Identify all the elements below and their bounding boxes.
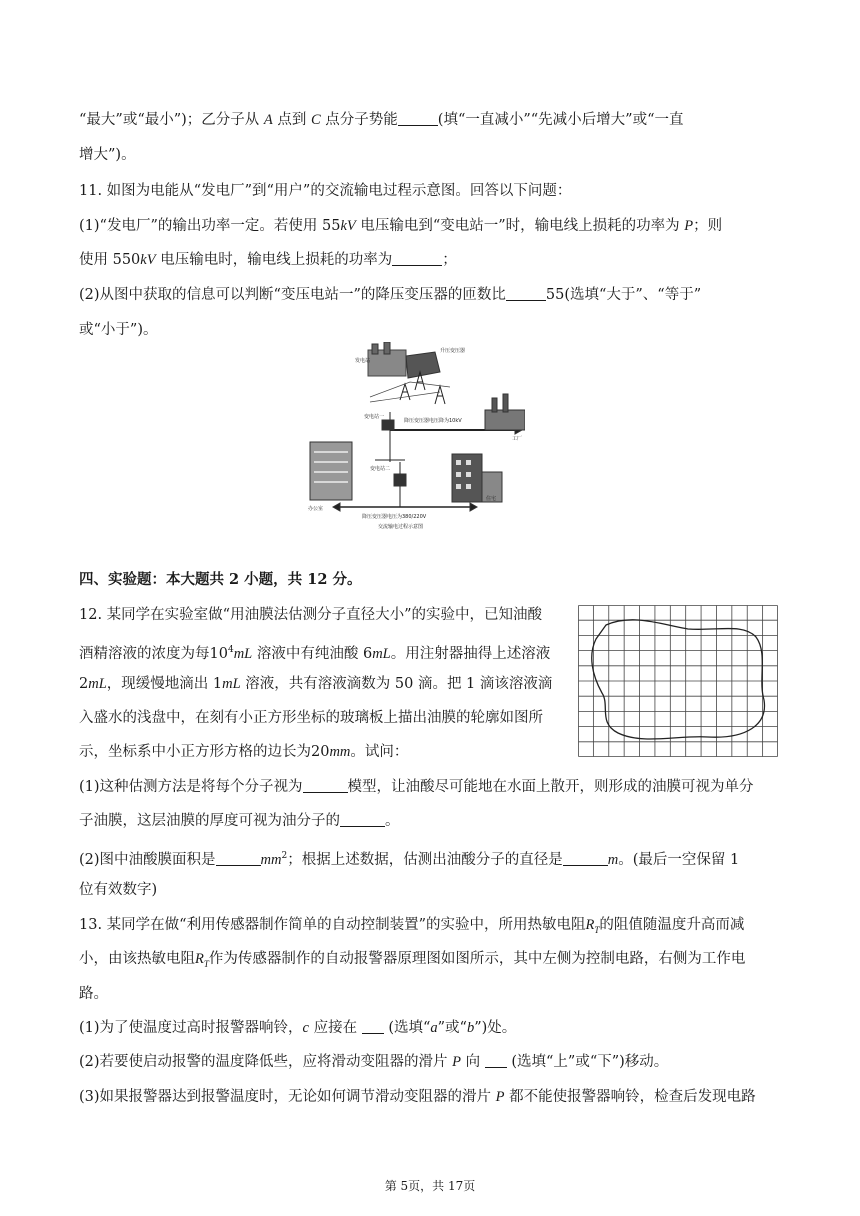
text-line: 子油膜，这层油膜的厚度可视为油分子的 。 <box>79 813 400 829</box>
answer-blank[interactable] <box>362 1019 384 1034</box>
text-line: 酒精溶液的浓度为每$10^4mL$ 溶液中有纯油酸 6mL。用注射器抽得上述溶液 <box>79 645 551 662</box>
text-line: 小，由该热敏电阻$R_T$作为传感器制作的自动报警器原理图如图所示，其中左侧为控制电路，右侧为工作电 <box>79 951 746 969</box>
text-line: “最大”或“最小”)；乙分子从 A 点到 C 点分子势能 (填“一直减小”“先减小后增大”或“一直 <box>79 112 684 128</box>
answer-blank[interactable] <box>563 851 608 866</box>
text-line: (2)若要使启动报警的温度降低些，应将滑动变阻器的滑片 P 向 (选填“上”或“下”)移动。 <box>79 1054 669 1070</box>
figure-label: 工厂 <box>512 436 523 442</box>
text-line: (3)如果报警器达到报警温度时，无论如何调节滑动变阻器的滑片 P 都不能使报警器响铃，检查后发现电路 <box>79 1089 756 1105</box>
figure-label: 变电站二 <box>370 466 391 472</box>
oil-film-grid-figure <box>578 605 778 757</box>
figure-label: 住宅 <box>486 496 497 502</box>
figure-label: 交流输电过程示意图 <box>378 524 424 530</box>
text-line: 增大”)。 <box>79 147 136 163</box>
text-line: 位有效数字) <box>79 882 158 898</box>
answer-blank[interactable] <box>506 286 546 301</box>
section-heading: 四、实验题：本大题共 2 小题，共 12 分。 <box>79 571 362 588</box>
power-transmission-figure <box>300 342 525 532</box>
figure-label: 办公室 <box>308 506 324 512</box>
text-line: (1)“发电厂”的输出功率一定。若使用 55kV 电压输电到“变电站一”时，输电线上损耗的功率为 P；则 <box>79 218 723 234</box>
text-line: 入盛水的浅盘中，在刻有小正方形坐标的玻璃板上描出油膜的轮廓如图所 <box>79 710 543 726</box>
page-footer: 第 5页，共 17页 <box>384 1179 476 1193</box>
question-12: 12. 某同学在实验室做“用油膜法估测分子直径大小”的实验中，已知油酸 <box>79 607 542 623</box>
question-13: 13. 某同学在做“利用传感器制作简单的自动控制装置”的实验中，所用热敏电阻$R_T$的阻值随温度升高而减 <box>79 917 745 935</box>
figure-label: 变电站一 <box>364 414 385 420</box>
question-11: 11. 如图为电能从“发电厂”到“用户”的交流输电过程示意图。回答以下问题： <box>79 183 572 199</box>
text-line: (1)为了使温度过高时报警器响铃，c 应接在 (选填“a”或“b”)处。 <box>79 1020 517 1036</box>
figure-label: 降压变压器电压为380/220V <box>362 514 427 520</box>
answer-blank[interactable] <box>485 1053 507 1068</box>
figure-label: 发电站 <box>355 358 371 364</box>
text-line: 使用 550kV 电压输电时，输电线上损耗的功率为 ； <box>79 252 457 268</box>
text-line: 或“小于”)。 <box>79 322 158 338</box>
answer-blank[interactable] <box>216 851 261 866</box>
text-line: (1)这种估测方法是将每个分子视为 模型，让油酸尽可能地在水面上散开，则形成的油膜可视为单分 <box>79 779 754 795</box>
answer-blank[interactable] <box>303 778 348 793</box>
figure-label: 降压变压器电压降为10kV <box>404 418 462 424</box>
text-line: 路。 <box>79 986 108 1002</box>
answer-blank[interactable] <box>398 111 438 126</box>
oil-film-outline <box>592 620 765 739</box>
figure-label: 升压变压器 <box>440 348 466 354</box>
text-line: 2mL，现缓慢地滴出 1mL 溶液，共有溶液滴数为 50 滴。把 1 滴该溶液滴 <box>79 676 553 692</box>
text-line: (2)从图中获取的信息可以判断“变压电站一”的降压变压器的匝数比 55(选填“大于”、“等于” <box>79 287 702 303</box>
answer-blank[interactable] <box>340 812 385 827</box>
text-line: (2)图中油酸膜面积是 $mm^2$；根据上述数据，估测出油酸分子的直径是 m。(最后一空保留 1 <box>79 851 740 868</box>
answer-blank[interactable] <box>392 251 442 266</box>
text-line: 示，坐标系中小正方形方格的边长为20mm。试问： <box>79 744 409 760</box>
